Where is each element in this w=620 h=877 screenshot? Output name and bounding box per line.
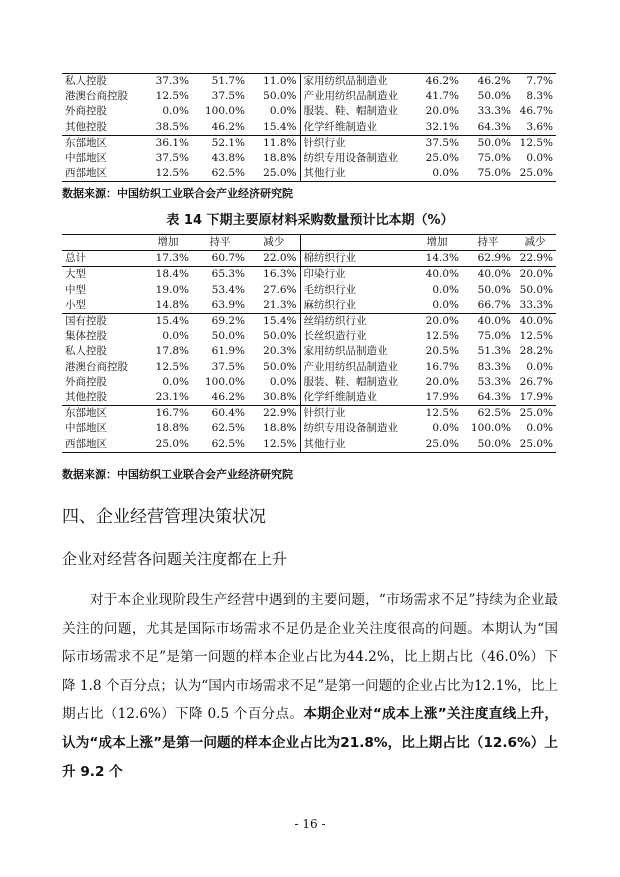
value-flat-right: 33.3%: [477, 105, 511, 118]
header-increase: 增加: [144, 235, 192, 251]
table-row: [62, 251, 556, 267]
value-flat-right: 50.0%: [462, 437, 514, 453]
value-increase-right: 0.0%: [412, 166, 462, 182]
header-flat: 持平: [192, 235, 248, 251]
table-row: [62, 344, 556, 359]
value-decrease: 20.3%: [248, 344, 300, 359]
value-decrease-right: 3.6%: [526, 120, 553, 133]
value-decrease: 11.0%: [248, 74, 300, 90]
value-flat: 63.9%: [211, 298, 245, 311]
value-decrease: 18.8%: [248, 151, 300, 166]
value-decrease: 15.4%: [248, 120, 300, 136]
row-label-right: 棉纺织行业: [300, 251, 412, 267]
value-decrease: 27.6%: [248, 283, 300, 298]
table-row: [62, 74, 556, 90]
value-flat-right: 62.5%: [462, 406, 514, 422]
row-label-right: 毛纺织行业: [303, 283, 356, 296]
value-flat: 53.4%: [211, 283, 245, 296]
table-row: [62, 421, 556, 436]
body-paragraph: [62, 586, 558, 786]
row-label-left: 集体控股: [65, 330, 107, 343]
value-increase: 23.1%: [155, 391, 189, 404]
value-flat-right: 50.0%: [477, 90, 511, 103]
value-increase: 12.5%: [155, 90, 189, 103]
row-label-right: 针织行业: [300, 135, 412, 151]
value-flat: 51.7%: [192, 74, 248, 90]
value-increase-right: 0.0%: [432, 298, 459, 311]
value-flat-right: 75.0%: [477, 330, 511, 343]
section-heading: 四、企业经营管理决策状况: [62, 507, 266, 527]
row-label-left: 国有控股: [62, 314, 144, 330]
value-increase-right: 25.0%: [412, 437, 462, 453]
sub-heading: 企业对经营各问题关注度都在上升: [62, 550, 288, 568]
row-label-right: 长丝织造行业: [303, 330, 367, 343]
value-flat: 100.0%: [204, 375, 245, 388]
value-flat: 43.8%: [211, 152, 245, 165]
row-label-right: 化学纤维制造业: [303, 391, 377, 404]
value-flat: 62.5%: [192, 437, 248, 453]
value-decrease-right: 12.5%: [514, 135, 556, 151]
row-label-left: 西部地区: [62, 166, 144, 182]
row-label-right: 纺织专用设备制造业: [303, 152, 398, 165]
value-increase: 17.3%: [144, 251, 192, 267]
value-flat: 60.7%: [192, 251, 248, 267]
value-flat: 60.4%: [192, 406, 248, 422]
value-flat: 65.3%: [192, 267, 248, 283]
row-label-left: 私人控股: [65, 345, 107, 358]
table-row: [62, 329, 556, 344]
value-increase-right: 14.3%: [412, 251, 462, 267]
value-decrease-right: 40.0%: [514, 314, 556, 330]
page-number: - 16 -: [294, 817, 326, 831]
value-decrease-right: 0.0%: [526, 422, 553, 435]
value-increase: 12.5%: [144, 166, 192, 182]
table-row: [62, 283, 556, 298]
row-label-left: 小型: [65, 298, 86, 311]
header-blank: [62, 235, 144, 251]
value-increase-right: 12.5%: [412, 406, 462, 422]
table-row: [62, 267, 556, 283]
value-increase: 37.3%: [144, 74, 192, 90]
row-label-right: 产业用纺织品制造业: [303, 360, 398, 373]
row-label-right: 针织行业: [300, 406, 412, 422]
table-row: [62, 135, 556, 151]
value-increase-right: 40.0%: [412, 267, 462, 283]
value-flat: 50.0%: [211, 330, 245, 343]
row-label-right: 麻纺织行业: [303, 298, 356, 311]
value-decrease: 50.0%: [248, 89, 300, 104]
table-row: [62, 166, 556, 182]
row-label-right: 家用纺织品制造业: [300, 74, 412, 90]
value-decrease: 21.3%: [248, 298, 300, 314]
value-decrease: 25.0%: [248, 166, 300, 182]
value-increase: 0.0%: [162, 105, 189, 118]
value-increase-right: 46.2%: [412, 74, 462, 90]
value-decrease-right: 0.0%: [526, 152, 553, 165]
table-row: [62, 314, 556, 330]
value-increase: 0.0%: [162, 330, 189, 343]
table-holding-region-continued: [62, 73, 556, 182]
table-row: [62, 390, 556, 406]
value-increase: 14.8%: [155, 298, 189, 311]
value-flat-right: 46.2%: [462, 74, 514, 90]
value-flat: 37.5%: [211, 90, 245, 103]
value-flat-right: 100.0%: [470, 422, 511, 435]
value-increase: 25.0%: [144, 437, 192, 453]
row-label-left: 其他控股: [65, 391, 107, 404]
value-decrease-right: 25.0%: [514, 437, 556, 453]
row-label-left: 其他控股: [65, 120, 107, 133]
value-flat-right: 64.3%: [477, 391, 511, 404]
row-label-right: 服装、鞋、帽制造业: [303, 105, 398, 118]
value-increase: 0.0%: [162, 375, 189, 388]
value-increase-right: 16.7%: [425, 360, 459, 373]
value-increase-right: 12.5%: [425, 330, 459, 343]
value-increase-right: 17.9%: [425, 391, 459, 404]
value-flat: 61.9%: [211, 345, 245, 358]
value-decrease-right: 8.3%: [526, 90, 553, 103]
value-flat: 62.5%: [211, 422, 245, 435]
value-flat-right: 75.0%: [462, 166, 514, 182]
value-increase: 15.4%: [144, 314, 192, 330]
table-source: 数据来源：中国纺织工业联合会产业经济研究院: [62, 468, 293, 481]
value-flat: 46.2%: [211, 391, 245, 404]
value-increase: 18.4%: [144, 267, 192, 283]
value-decrease-right: 33.3%: [519, 298, 553, 311]
table-header-row: [62, 235, 556, 251]
table-row: [62, 120, 556, 136]
value-flat: 62.5%: [192, 166, 248, 182]
row-label-right: 产业用纺织品制造业: [303, 90, 398, 103]
row-label-left: 中部地区: [65, 422, 107, 435]
value-flat: 37.5%: [211, 360, 245, 373]
row-label-left: 中型: [65, 283, 86, 296]
value-decrease: 16.3%: [248, 267, 300, 283]
value-decrease: 22.0%: [248, 251, 300, 267]
value-flat: 52.1%: [192, 135, 248, 151]
row-label-left: 外商控股: [65, 105, 107, 118]
row-label-right: 纺织专用设备制造业: [303, 422, 398, 435]
table-row: [62, 437, 556, 453]
row-label-left: 中部地区: [65, 152, 107, 165]
header-decrease-right: 减少: [514, 235, 556, 251]
value-flat-right: 40.0%: [462, 267, 514, 283]
value-flat-right: 66.7%: [477, 298, 511, 311]
value-increase: 36.1%: [144, 135, 192, 151]
table-row: [62, 406, 556, 422]
value-decrease-right: 46.7%: [519, 105, 553, 118]
header-blank-right: [300, 235, 412, 251]
row-label-left: 港澳台商控股: [65, 360, 128, 373]
value-decrease: 0.0%: [248, 375, 300, 390]
value-decrease-right: 12.5%: [519, 330, 553, 343]
paragraph-text: 对于本企业现阶段生产经营中遇到的主要问题，“市场需求不足”持续为企业最关注的问题，尤其是国际市场需求不足仍是企业关注度很高的问题。本期认为“国际市场需求不足”是第一问题的样本企业占比为44.2%，比上期占比（46.0%）下降 1.8 个百分点；认为“国内市场需求不足”是第一问题的企业占比为12.1%，比上期占比（12.6%）下降 0.5 个百分点。: [62, 592, 558, 723]
value-flat-right: 62.9%: [462, 251, 514, 267]
row-label-left: 大型: [62, 267, 144, 283]
value-increase-right: 41.7%: [425, 90, 459, 103]
value-flat-right: 53.3%: [477, 375, 511, 388]
table-row: [62, 104, 556, 119]
value-flat-right: 83.3%: [477, 360, 511, 373]
value-decrease-right: 20.0%: [514, 267, 556, 283]
value-decrease: 12.5%: [248, 437, 300, 453]
value-flat-right: 64.3%: [477, 120, 511, 133]
row-label-left: 总计: [62, 251, 144, 267]
value-increase-right: 32.1%: [425, 120, 459, 133]
value-decrease: 18.8%: [248, 421, 300, 436]
value-increase-right: 0.0%: [432, 283, 459, 296]
value-decrease-right: 50.0%: [519, 283, 553, 296]
row-label-left: 私人控股: [62, 74, 144, 90]
table-row: [62, 298, 556, 314]
value-decrease: 15.4%: [248, 314, 300, 330]
value-decrease-right: 26.7%: [519, 375, 553, 388]
value-increase-right: 0.0%: [432, 422, 459, 435]
value-increase: 38.5%: [155, 120, 189, 133]
value-decrease-right: 22.9%: [514, 251, 556, 267]
table-source: 数据来源：中国纺织工业联合会产业经济研究院: [62, 187, 293, 200]
value-flat-right: 51.3%: [477, 345, 511, 358]
value-flat: 100.0%: [204, 105, 245, 118]
value-decrease-right: 17.9%: [519, 391, 553, 404]
value-flat-right: 50.0%: [462, 135, 514, 151]
row-label-left: 港澳台商控股: [65, 90, 128, 103]
value-decrease-right: 7.7%: [514, 74, 556, 90]
value-decrease-right: 28.2%: [519, 345, 553, 358]
row-label-left: 东部地区: [62, 135, 144, 151]
value-increase: 12.5%: [155, 360, 189, 373]
row-label-right: 服装、鞋、帽制造业: [303, 375, 398, 388]
row-label-left: 东部地区: [62, 406, 144, 422]
row-label-right: 化学纤维制造业: [303, 120, 377, 133]
value-decrease-right: 0.0%: [526, 360, 553, 373]
value-decrease: 22.9%: [248, 406, 300, 422]
row-label-right: 其他行业: [300, 437, 412, 453]
value-decrease: 50.0%: [248, 329, 300, 344]
value-increase: 18.8%: [155, 422, 189, 435]
row-label-right: 家用纺织品制造业: [303, 345, 388, 358]
value-flat: 69.2%: [192, 314, 248, 330]
value-decrease: 0.0%: [248, 104, 300, 119]
value-decrease: 50.0%: [248, 360, 300, 375]
value-increase-right: 20.5%: [425, 345, 459, 358]
value-decrease: 30.8%: [248, 390, 300, 406]
table-raw-material-forecast: [62, 234, 556, 453]
value-increase: 16.7%: [144, 406, 192, 422]
value-increase-right: 25.0%: [425, 152, 459, 165]
value-increase-right: 37.5%: [412, 135, 462, 151]
value-flat: 46.2%: [211, 120, 245, 133]
value-increase: 37.5%: [155, 152, 189, 165]
table-row: [62, 151, 556, 166]
value-increase-right: 20.0%: [425, 375, 459, 388]
paragraph-bold-text: 本期企业对“成本上涨”关注度直线上升，认为“成本上涨”是第一问题的样本企业占比为21.8%，比上期占比（12.6%）上升 9.2 个: [62, 706, 558, 780]
row-label-left: 西部地区: [62, 437, 144, 453]
header-decrease: 减少: [248, 235, 300, 251]
value-decrease-right: 25.0%: [514, 166, 556, 182]
header-flat-right: 持平: [462, 235, 514, 251]
row-label-right: 其他行业: [300, 166, 412, 182]
value-flat-right: 50.0%: [477, 283, 511, 296]
row-label-right: 印染行业: [300, 267, 412, 283]
value-increase-right: 20.0%: [425, 105, 459, 118]
value-increase-right: 20.0%: [412, 314, 462, 330]
table-row: [62, 360, 556, 375]
value-increase: 17.8%: [155, 345, 189, 358]
value-flat-right: 40.0%: [462, 314, 514, 330]
value-decrease-right: 25.0%: [514, 406, 556, 422]
table-caption: 表 14 下期主要原材料采购数量预计比本期（%）: [166, 213, 454, 228]
row-label-left: 外商控股: [65, 375, 107, 388]
value-flat-right: 75.0%: [477, 152, 511, 165]
row-label-right: 丝绢纺织行业: [300, 314, 412, 330]
value-decrease: 11.8%: [248, 135, 300, 151]
header-increase-right: 增加: [412, 235, 462, 251]
value-increase: 19.0%: [155, 283, 189, 296]
table-row: [62, 375, 556, 390]
table-row: [62, 89, 556, 104]
